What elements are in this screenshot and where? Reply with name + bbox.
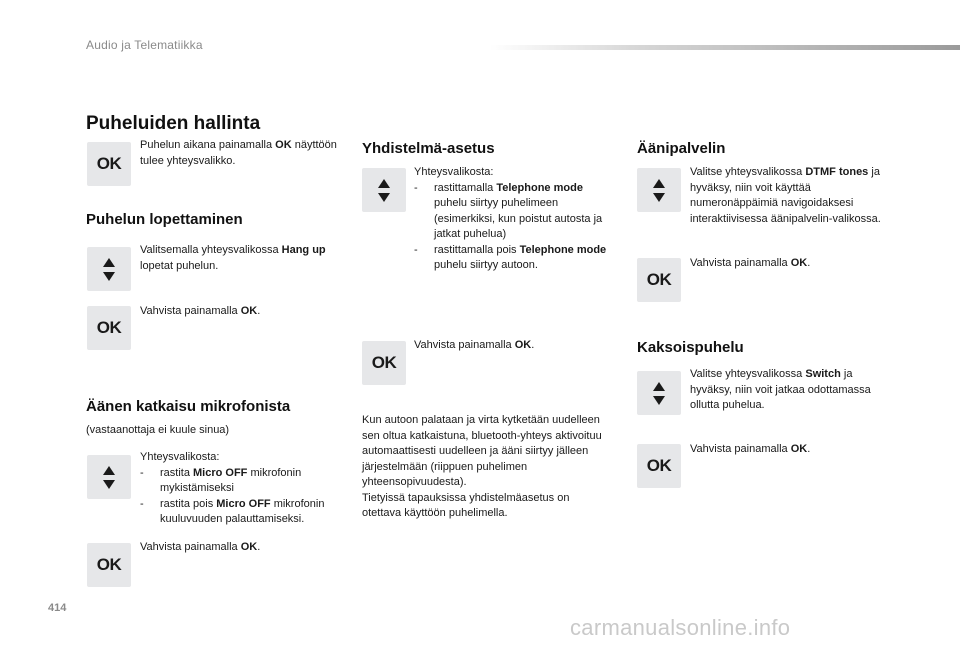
mute-menu bbox=[140, 450, 340, 528]
up-down-arrows-icon bbox=[637, 168, 681, 212]
combination-heading: Yhdistelmä-asetus bbox=[362, 140, 495, 157]
list-item: - rastita pois Micro OFF mikrofonin kuuluvuuden palauttamiseksi. bbox=[140, 497, 325, 525]
mute-menu-label: Yhteysvalikosta: bbox=[140, 451, 220, 463]
combination-confirm: Vahvista painamalla OK. bbox=[414, 339, 535, 351]
arrow-down-icon bbox=[653, 396, 665, 405]
page-number: 414 bbox=[48, 602, 67, 614]
ok-icon: OK bbox=[87, 306, 131, 350]
ok-icon: OK bbox=[362, 341, 406, 385]
up-down-arrows-icon bbox=[87, 247, 131, 291]
combination-menu-label: Yhteysvalikosta: bbox=[414, 166, 494, 178]
voice-server-confirm: Vahvista painamalla OK. bbox=[690, 257, 811, 269]
ok-icon: OK bbox=[637, 444, 681, 488]
list-item: - rastita Micro OFF mikrofonin mykistämiseksi bbox=[140, 466, 302, 494]
mute-heading: Äänen katkaisu mikrofonista bbox=[86, 398, 291, 415]
arrow-down-icon bbox=[103, 480, 115, 489]
end-call-confirm: Vahvista painamalla OK. bbox=[140, 305, 261, 317]
up-down-arrows-icon bbox=[87, 455, 131, 499]
double-call-text: Valitse yhteysvalikossa Switch ja hyväksy, niin voit jatkaa odottamassa ollutta puhelua. bbox=[690, 368, 871, 411]
arrow-down-icon bbox=[378, 193, 390, 202]
ok-icon: OK bbox=[87, 543, 131, 587]
arrow-down-icon bbox=[103, 272, 115, 281]
mute-note: (vastaanottaja ei kuule sinua) bbox=[86, 424, 230, 436]
arrow-down-icon bbox=[653, 193, 665, 202]
double-call-heading: Kaksoispuhelu bbox=[637, 339, 744, 356]
arrow-up-icon bbox=[653, 382, 665, 391]
intro-text: Puhelun aikana painamalla OK näyttöön tulee yhteysvalikko. bbox=[140, 139, 337, 167]
header-bar bbox=[490, 45, 960, 50]
voice-server-text: Valitse yhteysvalikossa DTMF tones ja hyväksy, niin voit käyttää numeronäppäimiä navigoidaksesi interaktiivisessa äänipalvelin-valikossa. bbox=[690, 166, 881, 225]
ok-icon: OK bbox=[637, 258, 681, 302]
combination-menu bbox=[414, 165, 614, 274]
arrow-up-icon bbox=[653, 179, 665, 188]
arrow-up-icon bbox=[378, 179, 390, 188]
watermark: carmanualsonline.info bbox=[570, 615, 791, 640]
combination-paragraph: Kun autoon palataan ja virta kytketään uudelleen sen oltua katkaistuna, bluetooth-yhteys aktivoituu automaattisesti uudelleen ja ääni siirtyy jälleen järjestelmään (riippuen puhelimen yhteensopivuudesta). Tietyissä tapauksissa yhdistelmäasetus on otettava käyttöön puhelimella. bbox=[362, 414, 602, 519]
end-call-heading: Puhelun lopettaminen bbox=[86, 211, 243, 228]
arrow-up-icon bbox=[103, 258, 115, 267]
list-item: - rastittamalla Telephone mode puhelu siirtyy puhelimeen (esimerkiksi, kun poistut autosta ja jatkat puhelua) bbox=[414, 181, 603, 240]
up-down-arrows-icon bbox=[637, 371, 681, 415]
list-item: - rastittamalla pois Telephone mode puhelu siirtyy autoon. bbox=[414, 243, 607, 271]
arrow-up-icon bbox=[103, 466, 115, 475]
double-call-confirm: Vahvista painamalla OK. bbox=[690, 443, 811, 455]
ok-icon: OK bbox=[87, 142, 131, 186]
up-down-arrows-icon bbox=[362, 168, 406, 212]
voice-server-heading: Äänipalvelin bbox=[637, 140, 726, 157]
page-title: Puheluiden hallinta bbox=[86, 113, 261, 134]
end-call-text: Valitsemalla yhteysvalikossa Hang up lopetat puhelun. bbox=[140, 244, 326, 272]
section-title: Audio ja Telematiikka bbox=[86, 38, 203, 52]
mute-confirm: Vahvista painamalla OK. bbox=[140, 541, 261, 553]
